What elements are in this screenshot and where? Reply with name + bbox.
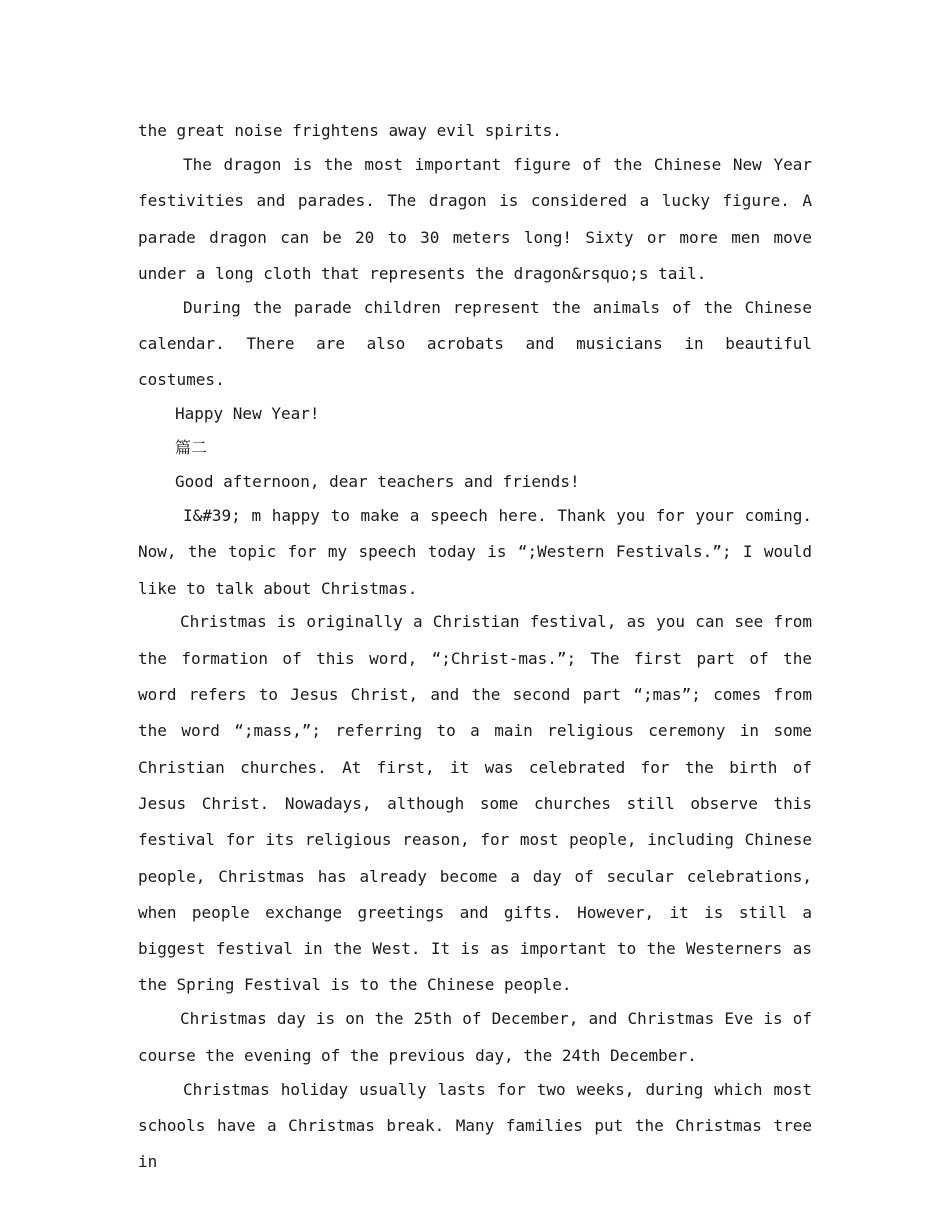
paragraph-christmas-day: Christmas day is on the 25th of December, and Christmas Eve is of course the evening of the previous day, the 24th December.: [138, 1009, 812, 1065]
paragraph-continuation: the great noise frightens away evil spirits.: [138, 121, 562, 140]
paragraph-greeting: Happy New Year!: [175, 404, 320, 424]
document-body: [138, 113, 812, 1180]
paragraph-salutation: Good afternoon, dear teachers and friends!: [175, 472, 580, 492]
section-heading: 篇二: [175, 438, 208, 458]
paragraph-christmas-holiday: Christmas holiday usually lasts for two weeks, during which most schools have a Christmas break. Many families put the Christmas tree in: [138, 1079, 812, 1172]
paragraph-parade: During the parade children represent the animals of the Chinese calendar. There are also acrobats and musicians in beautiful costumes.: [138, 297, 812, 390]
paragraph-intro: I&#39; m happy to make a speech here. Thank you for your coming. Now, the topic for my speech today is “;Western Festivals.”; I would like to talk about Christmas.: [138, 505, 812, 598]
paragraph-dragon: The dragon is the most important figure of the Chinese New Year festivities and parades. The dragon is considered a lucky figure. A parade dragon can be 20 to 30 meters long! Sixty or more men move under a long cloth that represents the dragon&rsquo;s tail.: [138, 154, 812, 283]
paragraph-christmas-origin: Christmas is originally a Christian festival, as you can see from the formation of this word, “;Christ-mas.”; The first part of the word refers to Jesus Christ, and the second part “;mas”; comes from the word “;mass,”; referring to a main religious ceremony in some Christian churches. At first, it was celebrated for the birth of Jesus Christ. Nowadays, although some churches still observe this festival for its religious reason, for most people, including Chinese people, Christmas has already become a day of secular celebrations, when people exchange greetings and gifts. However, it is still a biggest festival in the West. It is as important to the Westerners as the Spring Festival is to the Chinese people.: [138, 612, 812, 995]
